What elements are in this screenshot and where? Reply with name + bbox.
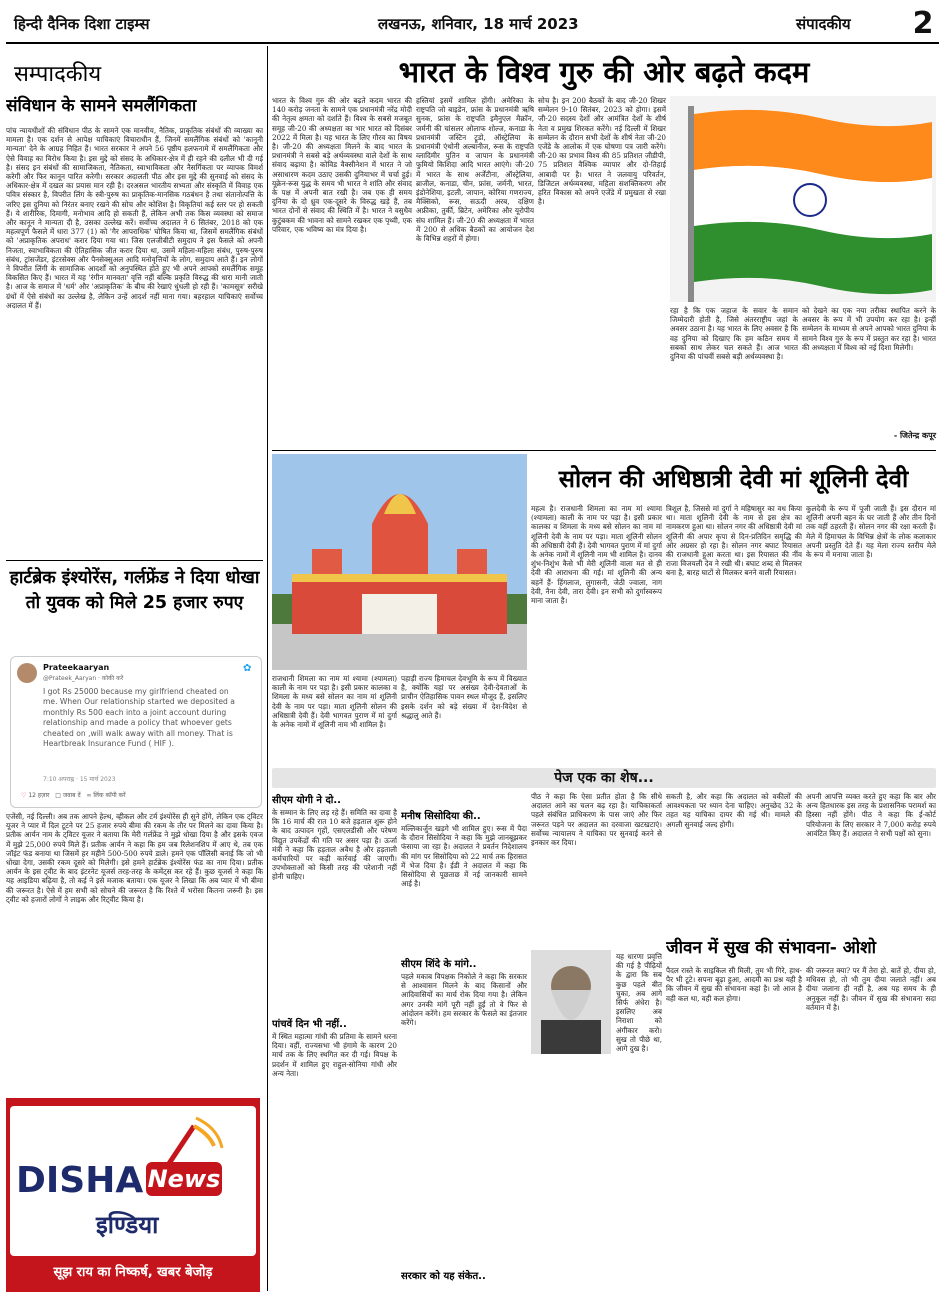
cm-shinde-body xyxy=(401,972,527,1252)
article-text: हस्तियां इसमें शामिल होंगी। अमेरिका के राष्ट्रपति जो बाइडेन, फ्रांस के प्रधानमंत्री ऋषि सुनक, फ्रांस के राष्ट्रपति इमैनुएल मैक्रॉन, जर्मनी की चांसलर ओलाफ शोल्ज, कनाडा के प्रधानमंत्री जस्टिन ट्रूडो, ऑस्ट्रेलिया के प्रधानमंत्री एंथोनी अल्बानीज, रूस के राष्ट्रपति व्लादिमीर पुतिन व जापान के प्रधानमंत्री फुमियो किशिदा आदि भारत आएंगे। जी-20 में भारत के साथ अर्जेंटीना, ऑस्ट्रेलिया, ब्राजील, कनाडा, चीन, फ्रांस, जर्मनी, भारत, इंडोनेशिया, इटली, जापान, कोरिया गणराज्य, मैक्सिको, रूस, सऊदी अरब, दक्षिण अफ्रीका, तुर्की, ब्रिटेन, अमेरिका और यूरोपीय संघ शामिल हैं। जी-20 की अध्यक्षता में भारत में 200 से अधिक बैठकों का आयोजन देश के विभिन्न शहरों में होगा। xyxy=(416,96,534,244)
sisodia-body xyxy=(401,824,527,944)
article-text: के सम्मान के लिए लड़ रहे हैं। समिति का दावा है कि 16 मार्च की रात 10 बजे हड़ताल शुरू होने के बाद उत्पादन गृहों, एसएलडीसी और परेषण विद्युत उपकेंद्रों की गति पर असर पड़ा है। ऊर्जा मंत्री ने कहा कि हड़ताल अवैध है और हड़ताली कर्मचारियों पर कड़ी कार्रवाई की जाएगी। उपभोक्ताओं को किसी तरह की परेशानी नहीं होनी चाहिए। xyxy=(272,808,397,882)
osho-col-2 xyxy=(666,966,802,1286)
article-text: की जरूरत क्या? पर मैं तेरा हो. बातें हो, दीया हो, मधिवस हो, तो भी तुम दीया जलाते नहीं। अब दीया जलाना ही नहीं है, अब यह समय के ही अनुकूल नहीं है। जीवन में सुख की संभावना सदा वर्तमान में है। xyxy=(806,966,936,1012)
tweet-likes: 12 हज़ार xyxy=(28,792,50,799)
logo-tagline: सूझ राय का निष्कर्ष, खबर बेजोड़ xyxy=(53,1265,213,1280)
main-headline: भारत के विश्व गुरु की ओर बढ़ते कदम xyxy=(398,55,810,89)
article-text: सकती है, और कहा कि अदालत को वकीलों की आवश्यकता पर ध्यान देना चाहिए। अनुच्छेद 32 के तहत यह याचिका दायर की गई थी। मामले की अगली सुनवाई जल्द होगी। xyxy=(666,792,802,829)
court-col-1 xyxy=(531,792,662,942)
article-constitution-headline: संविधान के सामने समलैंगिकता xyxy=(6,96,197,116)
main-col-3 xyxy=(538,96,666,446)
sarkar-headline: सरकार को यह संकेत.. xyxy=(401,1271,486,1282)
editorial-label: सम्पादकीय xyxy=(14,62,102,87)
shulini-col-1 xyxy=(272,674,397,754)
tweet-author: Prateekaaryan xyxy=(43,663,110,672)
article-text: पहाड़ी राज्य हिमाचल देवभूमि के रूप में विख्यात है, क्योंकि यहां पर असंख्य देवी-देवताओं के प्राचीन ऐतिहासिक पावन स्थल मौजूद हैं, इसलिए इसके दर्शन को बड़े संख्या में देश-विदेश से श्रद्धालु आते हैं। xyxy=(401,674,527,720)
shulini-col-2 xyxy=(401,674,527,754)
temple-image xyxy=(272,454,527,670)
heartbreak-body xyxy=(6,812,263,1080)
osho-col-3 xyxy=(806,966,936,1286)
shulini-col-6 xyxy=(806,504,936,754)
editorial-signature: - जितेन्द्र कपूर xyxy=(893,431,936,440)
avatar xyxy=(17,663,37,683)
masthead xyxy=(6,6,939,44)
article-text: त्रिशूल है, जिससे मां दुर्गा ने महिषासुर का वध किया था। माता शूलिनी देवी के नाम से इस क्षेत्र का नामकरण हुआ था। सोलन नगर की अधिष्ठात्री देवी मां शूलिनी की अपार कृपा से दिन-प्रतिदिन समृद्धि की ओर अग्रसर हो रहा है। सोलन नगर बघाट रियासत की राजधानी हुआ करता था। इस रियासत की नींव राजा विजयली देव ने रखी थी। बघाट शब्द से मिलकर बना है, बारह घाटों से मिलकर बनने वाली रियासत। xyxy=(666,504,802,578)
heartbreak-headline: हार्टब्रेक इंश्योरेंस, गर्लफ्रेंड ने दिया धोखा तो युवक को मिले 25 हजार रुपए xyxy=(9,568,260,613)
court-col-3 xyxy=(806,792,936,932)
shulini-headline: सोलन की अधिष्ठात्री देवी मां शूलिनी देवी xyxy=(558,465,909,493)
osho-headline: जीवन में सुख की संभावना- ओशो xyxy=(666,938,877,958)
disha-news-logo xyxy=(6,1098,260,1292)
tweet-time: 7:10 अपराह्न · 15 मार्च 2023 xyxy=(43,776,116,783)
court-col-2 xyxy=(666,792,802,932)
article-text: राजधानी शिमला का नाम मां श्यामा (श्यामला) काली के नाम पर पड़ा है। इसी प्रकार कालका व शिमला के मध्य बसे सोलन का नाम मां शूलिनी देवी के नाम पर पड़ा। माता शूलिनी सोलन की अधिष्ठात्री देवी हैं। देवी भागवत पुराण में मां दुर्गा के अनेक नामों में शूलिनी नाम भी शामिल है। xyxy=(272,674,397,730)
article-text: मल्लिकार्जुन खड़गे भी शामिल हुए। रूस में पैदा के दौरान सिसोदिया ने कहा कि मुझे जानबूझकर फंसाया जा रहा है। अदालत ने प्रवर्तन निदेशालय की मांग पर सिसोदिया को 22 मार्च तक हिरासत में भेज दिया है। ईडी ने अदालत में कहा कि सिसोदिया से पूछताछ में नई जानकारी सामने आई है। xyxy=(401,824,527,889)
dateline: लखनऊ, शनिवार, 18 मार्च 2023 xyxy=(378,15,579,33)
fifth-day-headline: पांचवें दिन भी नहीं.. xyxy=(272,1019,347,1030)
cm-yogi-body xyxy=(272,808,397,1008)
fifth-day-body xyxy=(272,1032,397,1282)
main-col-5 xyxy=(802,306,936,426)
article-text: पांच न्यायधीशों की संविधान पीठ के सामने एक मानवीय, नैतिक, प्राकृतिक संबंधों की व्याख्या का मामला है। एक दर्शन से आपेक्ष याचिकाएं विचाराधीन हैं, जिनमें समलैंगिक संबंधों को 'कानूनी मान्यता' देने के आग्रह निहित हैं। भारत सरकार ने अपने 56 पृष्ठीय हलफनामे में समलैंगिकता और ऐसे विवाह का विरोध किया है। इस मुद्दे को संसद के अधिकार-क्षेत्र में ही रहने की दलील भी दी गई है। संसद इन संबंधों की सामाजिकता, नैतिकता, स्वाभाविकता और नैसर्गिकता पर व्यापक विमर्श करेगी और फिर कानून पारित करेगी। सरकार अदालती पीठ और इस मुद्दे की सुनवाई को संसद के अधिकार-क्षेत्र में दखल का प्रयास मान रही है। दरअसल भारतीय सभ्यता और संस्कृति में विवाह एक पवित्र संस्कार है, विपरीत लिंग के स्त्री-पुरुष का प्राकृतिक-मानसिक गठबंधन है तथा संतानोत्पत्ति के जरिए इस दुनिया को निरंतर बनाए रखने की सोच और कोशिश है। विकृतियां कई स्तर पर हो सकती हैं। ये शारीरिक, दिमागी, मनोभाव आदि हो सकती हैं, लेकिन अभी तक किस व्यवस्था को समाज और कानून ने मान्यता दी है, उसका उल्लेख करें। सर्वोच्च अदालत ने 6 सितंबर, 2018 को एक महत्वपूर्ण फैसले में धारा 377 (1) को 'गैर आपराधिक' घोषित किया था, जिसमें समलैंगिक संबंधों को 'अप्राकृतिक अपराध' करार दिया गया था। जिस एलजीबीटी समुदाय ने इस फैसले को अपनी निजता, स्वाभाविकता की ऐतिहासिक जीत करार दिया था, उसमें महिला-महिला संबंध, पुरुष-पुरुष संबंध, ट्रांसजेंडर, इंटरसेक्स और पैनसेक्सुअल आदि मनोवृत्तियों के लोग, समुदाय आते हैं। इन लोगों ने विपरीत लिंगी के सामाजिक आदर्शों को अनुपस्थित होते हुए भी अपने आपको समलैंगिक समूह विकसित किए हैं। भारत में यह 'रंगीन मानवता' वृत्ति नहीं बल्कि प्रकृति विरुद्ध की धारा मानी जाती है। आज के समाज में 'धर्म' और 'अप्राकृतिक' के बीच की रेखाएं धुंधली हो रही हैं। 'कामसूत्र' सरीखे ग्रंथों में ऐसे संबंधों का उल्लेख है, लेकिन उन्हें आदर्श नहीं माना गया। बहरहाल याचिकाएं सर्वोच्च अदालत में हैं। xyxy=(6,126,263,310)
divider xyxy=(272,450,936,451)
section-name: संपादकीय xyxy=(796,15,851,33)
osho-photo xyxy=(531,950,611,1054)
twitter-bird-icon: ✿ xyxy=(243,663,252,674)
article-text: पीठ ने कहा कि ऐसा प्रतीत होता है कि सीधे अदालत आने का चलन बढ़ रहा है। याचिकाकर्ता पहले संबंधित प्राधिकरण के पास जाएं और फिर जरूरत पड़ने पर अदालत का दरवाजा खटखटाएं। सर्वोच्च न्यायालय ने याचिका पर सुनवाई करने से इनकार कर दिया। xyxy=(531,792,662,848)
page-number: 2 xyxy=(912,6,934,41)
logo-word-disha: DISHA xyxy=(16,1160,144,1201)
link-icon[interactable]: ∞ xyxy=(86,792,92,799)
article-text: अपनी आपत्ति व्यक्त करते हुए कहा कि बार और अन्य हितधारक इस तरह के प्रशासनिक परामर्श का हिस्सा नहीं होंगे। पीठ ने कहा कि ई-कोर्ट परियोजना के लिए सरकार ने 7,000 करोड़ रुपये आवंटित किए हैं। अदालत ने सभी पक्षों को सुना। xyxy=(806,792,936,838)
article-text: कुलदेवी के रूप में पूजी जाती हैं। इस दौरान मां शूलिनी अपनी बहन के घर जाती हैं और तीन दिनों तक वहीं ठहरती हैं। सोलन नगर की रक्षा करती हैं। मेले में हिमाचल के विभिन्न क्षेत्रों के लोक कलाकार अपनी प्रस्तुति देते हैं। यह मेला राज्य स्तरीय मेले के रूप में मनाया जाता है। xyxy=(806,504,936,560)
article-text: को देखने का एक नया तरीका स्थापित करने के अवसर के रूप में भी उपयोग कर रहा है। इन्हीं सम्मेलन के माध्यम से अपने आपको भारत दुनिया के सामने विश्व गुरु के रूप में प्रस्तुत कर रहा है। भारत की अध्यक्षता में विश्व को नई दिशा मिलेगी। xyxy=(802,306,936,352)
logo-word-news: News xyxy=(146,1162,222,1196)
column-divider xyxy=(267,46,268,1291)
main-col-2 xyxy=(416,96,534,446)
main-col-4 xyxy=(670,306,798,446)
article-text: रहा है कि एक जहाज के सवार के समान जिम्मेदारी होती है, जिसे अंतरराष्ट्रीय जहां के अवसर उठाना है। यह भारत के लिए अवसर है कि वह दुनिया को दिखाए कि हम कठिन समय में सबको साथ लेकर चल सकते हैं। आज भारत दुनिया की पांचवीं सबसे बड़ी अर्थव्यवस्था है। xyxy=(670,306,798,362)
heart-icon[interactable]: ♡ xyxy=(21,792,27,799)
cm-yogi-headline: सीएम योगी ने दो.. xyxy=(272,795,341,806)
logo-word-india: इण्डिया xyxy=(96,1211,159,1239)
divider xyxy=(6,560,263,561)
tweet-text: I got Rs 25000 because my girlfriend cheated on me. When Our relationship started we deposited a monthly Rs 500 each into a joint account during relationship and made a policy that whoever gets cheated on ,will walk away with all money. That is Heartbreak Insurance Fund ( HIF ). xyxy=(43,687,235,749)
main-col-1 xyxy=(272,96,412,446)
tweet-reply[interactable]: जवाब दें xyxy=(62,792,81,799)
tweet-card xyxy=(10,656,262,808)
article-text: भारत के विश्व गुरु की ओर बढ़ते कदम भारत की 140 करोड़ जनता के सामने एक प्रधानमंत्री नरेंद्र मोदी की नेतृत्व क्षमता को दर्शाते हैं। विश्व के सबसे मजबूत समूह जी-20 की अध्यक्षता का भार भारत को दिसंबर 2022 में मिला है। यह भारत के लिए गौरव का विषय है। जी-20 की अध्यक्षता मिलने के बाद भारत के प्रधानमंत्री ने सबसे बड़े अर्थव्यवस्था वाले देशों के साथ संवाद बढ़ाया है। कोविड वैक्सीनेशन में भारत ने जो असाधारण कदम उठाए उसकी दुनियाभर में चर्चा हुई। यूक्रेन-रूस युद्ध के समय भी भारत ने शांति और संवाद के पक्ष में अपनी बात रखी है। जब एक ही समय दुनिया के दो ध्रुव एक-दूसरे के विरुद्ध खड़े हैं, तब भारत दोनों से संवाद की स्थिति में है। भारत ने वसुधैव कुटुंबकम की भावना को सामने रखकर एक पृथ्वी, एक परिवार, एक भविष्य का मंत्र दिया है। xyxy=(272,96,412,234)
osho-col-1a xyxy=(616,952,662,1062)
shulini-col-3 xyxy=(531,504,662,754)
article-constitution-body xyxy=(6,126,263,556)
flag-image xyxy=(670,96,936,302)
sisodia-headline: मनीष सिसोदिया की.. xyxy=(401,811,481,822)
article-text: पैदल रास्ते के साइकिल सी मिली, तुम भी गिरे, हाथ-पैर भी टूटे। सपना बूढ़ा हुआ, आदमी का प्रश्न यही है कि जीवन में सुख की संभावना कहां है। जो आज है वही कल था, वही कल होगा। xyxy=(666,966,802,1003)
article-text: पहले मकाब विपक्षक निकोले ने कहा कि सरकार से आश्वासन मिलने के बाद किसानों और आदिवासियों का मार्च रोक दिया गया है। लेकिन अगर उनकी मांगें पूरी नहीं हुईं तो वे फिर से आंदोलन करेंगे। हम सरकार के फैसले का इंतजार करेंगे। xyxy=(401,972,527,1028)
article-text: में स्थित महात्मा गांधी की प्रतिमा के सामने धरना दिया। वहीं, राज्यसभा भी हंगामे के कारण 20 मार्च तक के लिए स्थगित कर दी गई। विपक्ष के प्रदर्शन में शामिल हुए राहुल-सोनिया गांधी और अन्य नेता। xyxy=(272,1032,397,1078)
article-text: एजेंसी, नई दिल्ली। अब तक आपने हेल्थ, व्हीकल और टर्म इंश्योरेंस ही सुने होंगे, लेकिन एक ट्विटर यूजर ने प्यार में दिल टूटने पर 25 हजार रुपये बीमा की रकम के तौर पर मिलने का दावा किया है। प्रतीक आर्यन नाम के ट्विटर यूजर ने बताया कि मेरी गर्लफ्रेंड ने मुझे धोखा दिया है और इसके एवज में मुझे 25,000 रुपये मिले हैं। प्रतीक आर्यन ने कहा कि हम जब रिलेशनशिप में आए थे, तब एक जॉइंट फंड बनाया था जिसमें हर महीने 500-500 रुपये डाले। हमने एक पॉलिसी बनाई कि जो भी धोखा देगा, उसकी रकम दूसरे को मिलेगी। इसे हमने हार्टब्रेक इंश्योरेंस फंड का नाम दिया। प्रतीक आर्यन के इस ट्वीट के बाद इंटरनेट यूजर्स तरह-तरह के कमेंट्स कर रहे हैं। कुछ यूजर्स ने कहा कि यह आइडिया बढ़िया है, तो कई ने इसे मजाक बताया। एक यूजर ने लिखा कि अब प्यार में भी बीमा की जरूरत है। ऐसे में हम सभी को सोचने की जरूरत है कि रिश्ते में भरोसा कितना जरूरी है। इस ट्वीट को हजारों लोगों ने लाइक और रिट्वीट किया है। xyxy=(6,812,263,904)
tweet-copy[interactable]: लिंक कॉपी करें xyxy=(93,792,126,799)
cm-shinde-headline: सीएम शिंदे के मांगे.. xyxy=(401,959,477,970)
paper-name: हिन्दी दैनिक दिशा टाइम्स xyxy=(14,15,150,33)
tweet-actions xyxy=(21,791,257,801)
reply-icon[interactable]: □ xyxy=(55,792,61,799)
article-text: महत्व है। राजधानी शिमला का नाम मां श्यामा (श्यामला) काली के नाम पर पड़ा है। इसी प्रकार कालका व शिमला के मध्य बसे सोलन का नाम मां शूलिनी देवी के नाम पर पड़ा। माता शूलिनी सोलन की अधिष्ठात्री देवी हैं। देवी भागवत पुराण में मां दुर्गा के अनेक नामों में शूलिनी नाम भी शामिल है। दानव शुंभ-निशुंभ कैसे भी मेरी शूलिनी वाला मत से ही देवी की आराधना की गई। मां शूलिनी की अन्य बहनें हैं- हिंगलाज, लुगासनी, जेठी ज्वाला, नाग देवी, नैना देवी, तारा देवी। इन सभी को दुर्गास्वरूप माना जाता है। xyxy=(531,504,662,606)
continued-banner: पेज एक का शेष... xyxy=(272,768,936,788)
tweet-handle: @Prateek_Aaryan · कोकी करें xyxy=(43,675,124,682)
article-text: सोच है। इन 200 बैठकों के बाद जी-20 शिखर सम्मेलन 9-10 सितंबर, 2023 को होगा। इसमें जी-20 सदस्य देशों और आमंत्रित देशों के शीर्ष नेता व प्रमुख शिरकत करेंगे। नई दिल्ली में शिखर सम्मेलन के दौरान सभी देशों के शीर्ष नेता जी-20 एजेंडे के आलोक में एक घोषणा पत्र जारी करेंगे। जी-20 का प्रभाव विश्व की 85 प्रतिशत जीडीपी, 75 प्रतिशत वैश्विक व्यापार और दो-तिहाई आबादी पर है। भारत ने जलवायु परिवर्तन, डिजिटल अर्थव्यवस्था, महिला सशक्तिकरण और हरित विकास को अपने एजेंडे में प्रमुखता से रखा है। xyxy=(538,96,666,207)
shulini-col-4 xyxy=(666,504,802,754)
article-text: यह धारणा प्रवृत्ति की गई है पीढ़ियों के द्वारा कि सब कुछ पहले बीत चुका, अब आगे सिर्फ अंधेरा है। इसलिए अब निराशा को अंगीकार करो। सुख तो पीछे था, आगे दुख है। xyxy=(616,952,662,1054)
